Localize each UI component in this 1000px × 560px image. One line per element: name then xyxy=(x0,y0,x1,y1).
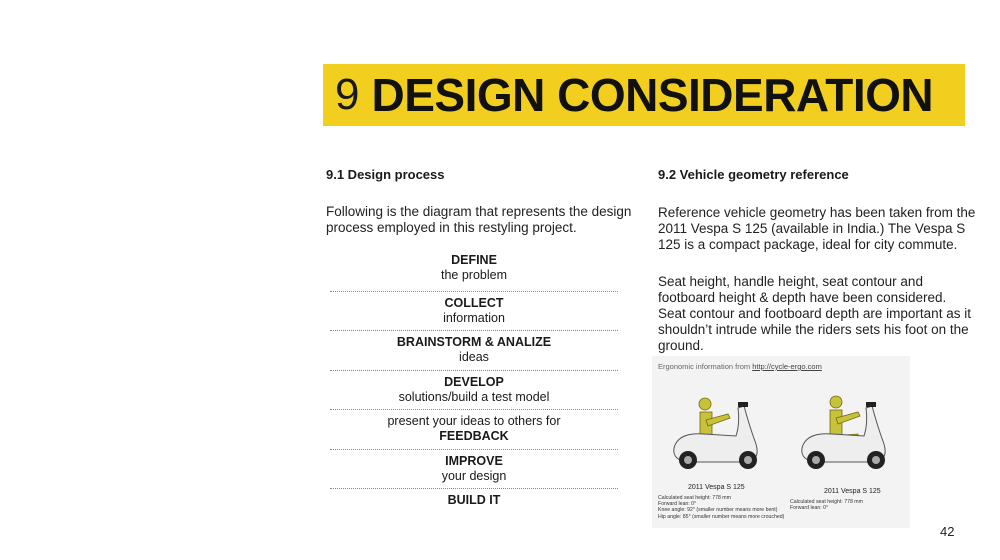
step-subtitle: solutions/build a test model xyxy=(398,390,550,404)
step-define xyxy=(330,252,618,292)
step-subtitle: the problem xyxy=(440,268,507,282)
para-line: Seat height, handle height, seat contour and xyxy=(658,274,923,289)
step-improve xyxy=(330,450,618,489)
step-title: COLLECT xyxy=(444,296,504,310)
step-build xyxy=(330,489,618,513)
step-title: BRAINSTORM & ANALIZE xyxy=(396,335,552,349)
para-line: footboard height & depth have been considered. xyxy=(658,290,947,305)
step-title: IMPROVE xyxy=(445,454,503,468)
note-line: Knee angle: 92° (smaller number means more bent) xyxy=(658,507,778,514)
ergonomic-caption xyxy=(658,362,822,371)
note-line: Forward lean: 0° xyxy=(658,501,697,508)
section-number: 9 xyxy=(335,70,360,119)
note-line: Calculated seat height: 778 mm xyxy=(658,495,731,501)
figure-2-label: 2011 Vespa S 125 xyxy=(824,488,881,495)
figure-1-label: 2011 Vespa S 125 xyxy=(688,484,745,491)
scooter-rider-figure-1 xyxy=(654,376,782,474)
step-feedback xyxy=(330,410,618,450)
step-title: DEVELOP xyxy=(444,375,504,389)
note-line: Forward lean: 0° xyxy=(790,505,829,512)
step-subtitle: your design xyxy=(441,469,507,483)
vehicle-geometry-para2 xyxy=(658,274,971,354)
para-line: Reference vehicle geometry has been taken from the xyxy=(658,205,976,220)
step-develop xyxy=(330,371,618,410)
step-title: FEEDBACK xyxy=(439,429,509,443)
para-line: Seat contour and footboard depth are important as it xyxy=(658,306,971,321)
page-number: 42 xyxy=(940,524,955,539)
design-process-intro xyxy=(326,204,631,236)
scooter-rider-figure-2 xyxy=(782,376,910,474)
intro-line: Following is the diagram that represents the design xyxy=(326,204,632,219)
para-line: ground. xyxy=(658,338,704,353)
note-line: Hip angle: 85° (smaller number means more crouched) xyxy=(658,513,785,520)
step-subtitle: present your ideas to others for xyxy=(387,414,561,428)
vehicle-geometry-heading: 9.2 Vehicle geometry reference xyxy=(658,167,849,182)
step-collect xyxy=(330,292,618,331)
step-title: BUILD IT xyxy=(447,493,501,507)
para-line: shouldn’t intrude while the riders sets his foot on the xyxy=(658,322,969,337)
step-title: DEFINE xyxy=(451,253,497,267)
figure-2-notes xyxy=(790,499,863,511)
ergonomic-figure xyxy=(652,356,910,528)
caption-text: Ergonomic information from xyxy=(658,362,753,371)
step-brainstorm xyxy=(330,331,618,371)
para-line: 2011 Vespa S 125 (available in India.) The Vespa S xyxy=(658,221,966,236)
step-subtitle: information xyxy=(443,311,505,325)
design-process-heading: 9.1 Design process xyxy=(326,167,445,182)
vehicle-geometry-para1 xyxy=(658,205,975,253)
section-banner xyxy=(323,64,965,126)
cycle-ergo-link[interactable]: http://cycle-ergo.com xyxy=(752,362,822,371)
step-subtitle: ideas xyxy=(459,350,489,364)
intro-line: process employed in this restyling project. xyxy=(326,220,577,235)
figure-1-notes xyxy=(658,495,784,520)
design-process-steps xyxy=(330,252,618,513)
note-line: Calculated seat height: 778 mm xyxy=(790,499,863,505)
para-line: 125 is a compact package, ideal for city commute. xyxy=(658,237,958,252)
section-title: DESIGN CONSIDERATION xyxy=(371,69,934,121)
